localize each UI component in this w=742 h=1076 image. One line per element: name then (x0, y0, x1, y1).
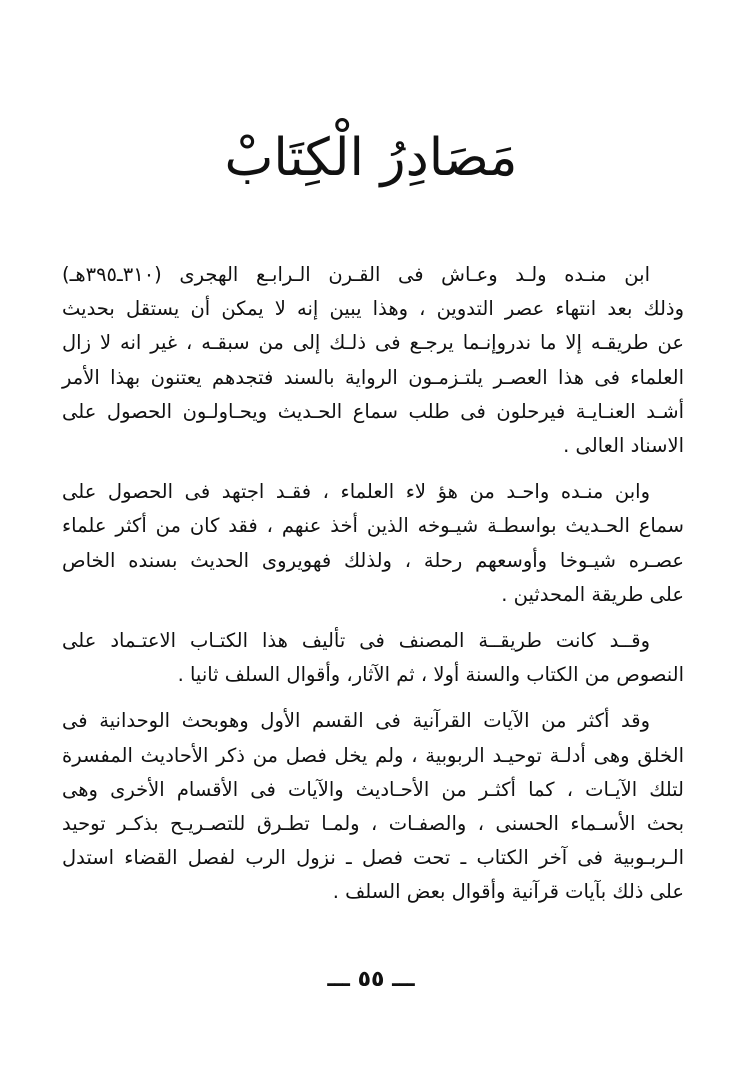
text-line: لتلك الآيـات ، كما أكثـر من الأحـاديث والآيات فى الأقسام الأخرى وهى (62, 777, 684, 801)
paragraph-3 (62, 624, 684, 692)
text-line: عن طريقـه إلا ما ندروإنـما يرجـع فى ذلـك إلى من سبقـه ، غير انه لا زال (62, 331, 684, 355)
text-line: الخلق وهى أدلـة توحيـد الربوبية ، ولم يخل فصل من ذكر الأحاديث المفسرة (62, 743, 684, 767)
page-heading: مَصَادِرُ الْكِتَابْ (224, 128, 518, 188)
page-number: ـــ ٥٥ ـــ (327, 967, 415, 992)
paragraph-1 (62, 258, 684, 463)
text-line: وقــد كانت طريقــة المصنف فى تأليف هذا الكتـاب الاعتـماد على (62, 629, 650, 653)
text-line: ابن منـده ولـد وعـاش فى القـرن الـرابـع الهجرى (٣١٠ـ٣٩٥هـ) (62, 263, 650, 286)
text-line: وذلك بعد انتهاء عصر التدوين ، وهذا يبين إنه لا يمكن أن يستقل بحديث (62, 297, 684, 321)
text-line: وابن منـده واحـد من هؤ لاء العلماء ، فقـد اجتهد فى الحصول على (62, 480, 650, 504)
text-line: بحث الأسـماء الحسنى ، والصفـات ، ولمـا تطـرق للتصـريـح بذكـر توحيد (62, 812, 684, 836)
text-line: عصـره شيـوخا وأوسعهم رحلة ، ولذلك فهويروى الحديث بسنده الخاص (62, 548, 684, 572)
paragraph-4 (62, 704, 684, 909)
text-line: أشـد العنـايـة فيرحلون فى طلب سماع الحـديث ويحـاولـون الحصول على (62, 399, 684, 423)
text-line: الاسناد العالى . (563, 434, 684, 458)
text-line: سماع الحـديث بواسطـة شيـوخه الذين أخذ عنهم ، فقد كان من أكثر علماء (62, 514, 684, 538)
text-line: النصوص من الكتاب والسنة أولا ، ثم الآثار، وأقوال السلف ثانيا . (177, 663, 684, 687)
text-line: العلماء فى هذا العصـر يلتـزمـون الرواية بالسند فتجدهم يعتنون بهذا الأمر (62, 365, 684, 389)
body-text (62, 258, 684, 910)
text-line: على ذلك بآيات قرآنية وأقوال بعض السلف . (332, 880, 684, 904)
text-line: الـربـوبية فى آخر الكتاب ـ تحت فصل ـ نزول الرب لفصل القضاء استدل (62, 846, 684, 870)
text-line: وقد أكثر من الآيات القرآنية فى القسم الأول وهوبحث الوحدانية فى (62, 709, 650, 733)
text-line: على طريقة المحدثين . (501, 582, 684, 606)
paragraph-2 (62, 475, 684, 612)
